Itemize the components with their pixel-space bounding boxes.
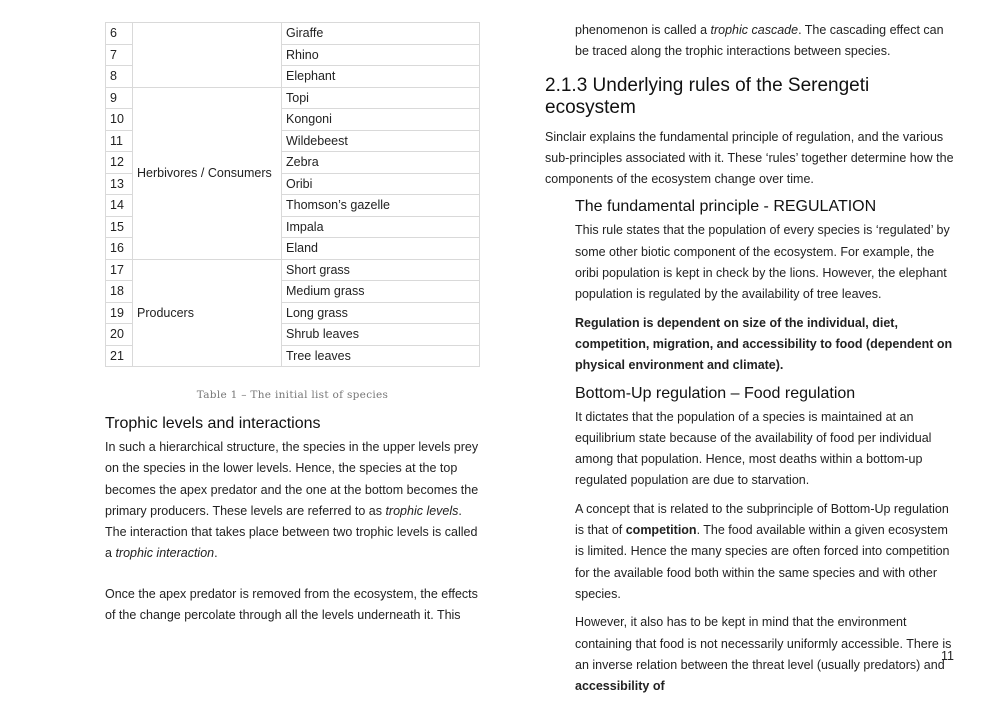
species-name: Rhino (282, 44, 480, 66)
row-number: 18 (106, 281, 133, 303)
text-run: A concept that is related to the subprinciple of Bottom-Up regulation is that of (575, 501, 949, 538)
row-number: 15 (106, 216, 133, 238)
row-number: 20 (106, 324, 133, 346)
table-row (106, 23, 480, 45)
trophic-heading: Trophic levels and interactions (105, 415, 321, 432)
species-name: Shrub leaves (282, 324, 480, 346)
group-cell-empty (133, 23, 282, 88)
bold-text: Regulation is dependent on size of the individual, diet, competition, migration, and accessibility to food (dependent on physical environment and climate). (575, 315, 953, 373)
text-run: . (214, 546, 218, 561)
left-column (105, 22, 485, 626)
group-producers: Producers (133, 259, 282, 367)
apex-paragraph: Once the apex predator is removed from the ecosystem, the effects of the change percolate through all the levels underneath it. This (105, 586, 478, 623)
species-name: Wildebeest (282, 130, 480, 152)
text-run: In such a hierarchical structure, the species in the upper levels prey on the species in the lower levels. Hence, the species at the top becomes the apex predator and the one at the bottom becomes the primary producers. These levels are referred to as (105, 440, 479, 518)
term-trophic-interaction: trophic interaction (115, 546, 215, 561)
row-number: 9 (106, 87, 133, 109)
bottomup-heading: Bottom-Up regulation – Food regulation (575, 384, 856, 402)
section-title: 2.1.3 Underlying rules of the Serengeti ecosystem (545, 74, 870, 118)
text-run: . The food available within a given ecosystem is limited. Hence the many species are often forced into competition for the available food both within the same species and with other species. (575, 523, 950, 601)
row-number: 19 (106, 302, 133, 324)
row-number: 13 (106, 173, 133, 195)
term-competition: competition (625, 523, 697, 538)
row-number: 8 (106, 66, 133, 88)
group-herbivores: Herbivores / Consumers (133, 87, 282, 259)
species-table (105, 22, 480, 367)
species-name: Medium grass (282, 281, 480, 303)
regulation-paragraph: This rule states that the population of every species is ‘regulated’ by some other biotic component of the ecosystem. For example, the oribi population is kept in check by the lions. However, the elephant population is regulated by the availability of tree leaves. (575, 223, 950, 302)
text-run: . The cascading effect can be traced along the trophic interactions between species. (575, 23, 944, 59)
text-run: However, it also has to be kept in mind that the environment containing that food is not necessarily uniformly accessible. There is an inverse relation between the threat level (usually predators) and (575, 615, 952, 672)
term-trophic-cascade: trophic cascade (710, 23, 799, 37)
table-caption: Table 1 – The initial list of species (196, 389, 389, 401)
species-name: Impala (282, 216, 480, 238)
row-number: 6 (106, 23, 133, 45)
species-name: Oribi (282, 173, 480, 195)
table-row (106, 259, 480, 281)
species-name: Short grass (282, 259, 480, 281)
right-column (545, 0, 960, 704)
cascade-paragraph (545, 20, 960, 63)
row-number: 11 (106, 130, 133, 152)
accessibility-paragraph (575, 612, 960, 697)
species-name: Long grass (282, 302, 480, 324)
intro-paragraph: Sinclair explains the fundamental principle of regulation, and the various sub-principles associated with it. These ‘rules’ together determine how the components of the ecosystem change over time. (545, 129, 954, 187)
row-number: 7 (106, 44, 133, 66)
species-name: Eland (282, 238, 480, 260)
trophic-paragraph (105, 437, 485, 565)
regulation-heading: The fundamental principle - REGULATION (575, 198, 877, 216)
row-number: 17 (106, 259, 133, 281)
species-name: Zebra (282, 152, 480, 174)
table-row (106, 87, 480, 109)
text-run: phenomenon is called a (575, 23, 711, 37)
row-number: 14 (106, 195, 133, 217)
text-run: . The interaction that takes place between two trophic levels is called a (105, 503, 478, 561)
page-number: 11 (941, 649, 954, 663)
bottomup-paragraph: It dictates that the population of a species is maintained at an equilibrium state because of the availability of food per individual among that population. Hence, most deaths within a bottom-up regulated population are due to starvation. (575, 409, 932, 488)
species-name: Giraffe (282, 23, 480, 45)
species-name: Topi (282, 87, 480, 109)
indented-block (545, 198, 960, 697)
competition-paragraph (575, 499, 960, 605)
regulation-bold-paragraph (575, 313, 960, 377)
species-name: Kongoni (282, 109, 480, 131)
term-accessibility: accessibility of (575, 679, 665, 694)
species-name: Elephant (282, 66, 480, 88)
row-number: 12 (106, 152, 133, 174)
species-name: Tree leaves (282, 345, 480, 367)
term-trophic-levels: trophic levels (385, 503, 459, 518)
species-name: Thomson’s gazelle (282, 195, 480, 217)
row-number: 16 (106, 238, 133, 260)
row-number: 10 (106, 109, 133, 131)
row-number: 21 (106, 345, 133, 367)
